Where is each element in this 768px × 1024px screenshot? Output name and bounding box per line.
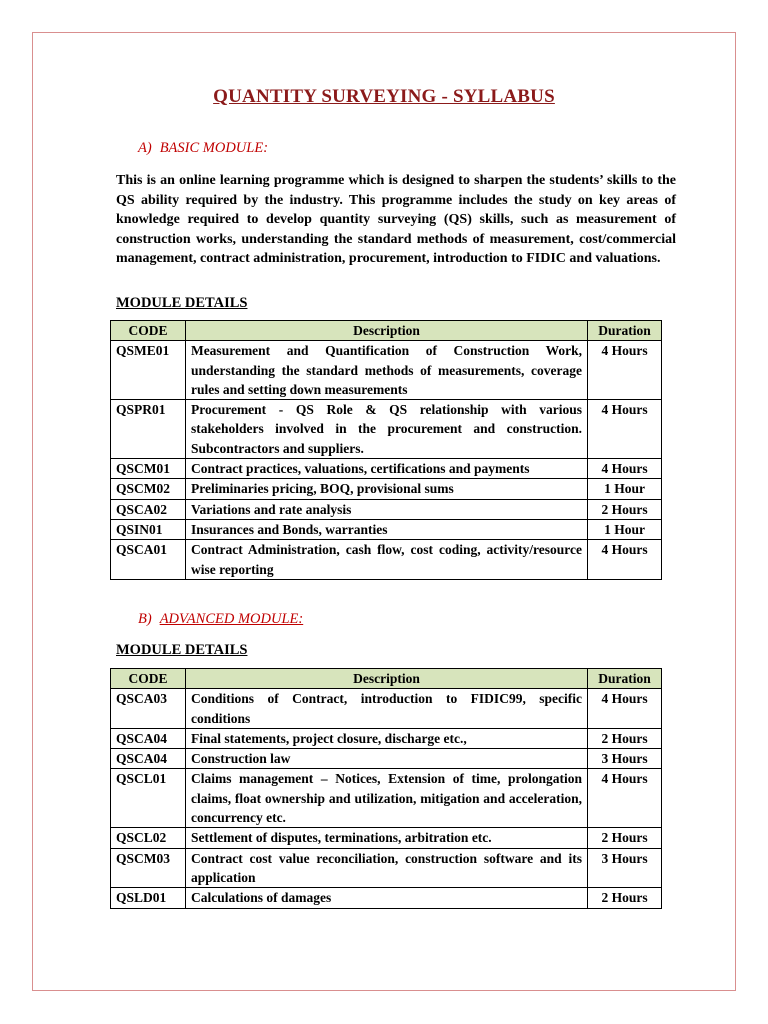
table-row	[111, 400, 662, 459]
basic-module-details-heading: MODULE DETAILS	[116, 295, 248, 311]
code-cell: QSPR01	[111, 400, 186, 459]
column-header-code: CODE	[111, 321, 186, 341]
duration-cell: 3 Hours	[588, 749, 662, 769]
table-row	[111, 540, 662, 580]
code-cell: QSME01	[111, 341, 186, 400]
duration-cell: 4 Hours	[588, 689, 662, 729]
table-row	[111, 341, 662, 400]
description-cell: Measurement and Quantification of Construction Work, understanding the standard methods of measurements, coverage rules and setting down measurements	[185, 341, 587, 400]
basic-module-title: BASIC MODULE:	[159, 140, 269, 156]
description-cell: Contract cost value reconciliation, construction software and its application	[185, 848, 587, 888]
code-cell: QSCM01	[111, 459, 186, 479]
basic-module-intro: This is an online learning programme which is designed to sharpen the students’ skills to the QS ability required by the industry. This programme includes the study on key areas of knowledge required to develop quantity surveying (QS) skills, such as measurement of construction works, understanding the standard methods of measurement, cost/commercial management, contract administration, procurement, introduction to FIDIC and valuations.	[116, 173, 676, 267]
code-cell: QSCM03	[111, 848, 186, 888]
description-cell: Claims management – Notices, Extension of time, prolongation claims, float ownership and utilization, mitigation and acceleration, concurrency etc.	[185, 769, 587, 828]
basic-module-table	[110, 320, 662, 580]
code-cell: QSIN01	[111, 519, 186, 539]
code-cell: QSCA04	[111, 728, 186, 748]
table-row	[111, 728, 662, 748]
page-title: QUANTITY SURVEYING - SYLLABUS	[213, 86, 555, 107]
table-row	[111, 519, 662, 539]
table-row	[111, 499, 662, 519]
basic-module-heading	[138, 140, 268, 157]
table-row	[111, 848, 662, 888]
description-cell: Contract Administration, cash flow, cost coding, activity/resource wise reporting	[185, 540, 587, 580]
table-row	[111, 459, 662, 479]
description-cell: Insurances and Bonds, warranties	[185, 519, 587, 539]
code-cell: QSCA04	[111, 749, 186, 769]
duration-cell: 4 Hours	[588, 459, 662, 479]
advanced-module-table	[110, 668, 662, 909]
description-cell: Conditions of Contract, introduction to FIDIC99, specific conditions	[185, 689, 587, 729]
basic-module-label: A)	[138, 140, 152, 156]
duration-cell: 4 Hours	[588, 341, 662, 400]
table-row	[111, 479, 662, 499]
description-cell: Procurement - QS Role & QS relationship with various stakeholders involved in the procurement and construction. Subcontractors and suppliers.	[185, 400, 587, 459]
table-row	[111, 689, 662, 729]
column-header-description: Description	[185, 669, 587, 689]
code-cell: QSLD01	[111, 888, 186, 908]
advanced-module-heading	[138, 611, 303, 628]
description-cell: Contract practices, valuations, certifications and payments	[185, 459, 587, 479]
column-header-code: CODE	[111, 669, 186, 689]
description-cell: Final statements, project closure, discharge etc.,	[185, 728, 587, 748]
code-cell: QSCA01	[111, 540, 186, 580]
table-row	[111, 888, 662, 908]
duration-cell: 3 Hours	[588, 848, 662, 888]
table-row	[111, 828, 662, 848]
advanced-module-details-heading: MODULE DETAILS	[116, 642, 248, 658]
duration-cell: 4 Hours	[588, 769, 662, 828]
column-header-duration: Duration	[588, 321, 662, 341]
description-cell: Calculations of damages	[185, 888, 587, 908]
duration-cell: 2 Hours	[588, 828, 662, 848]
duration-cell: 4 Hours	[588, 540, 662, 580]
description-cell: Preliminaries pricing, BOQ, provisional sums	[185, 479, 587, 499]
table-row	[111, 749, 662, 769]
code-cell: QSCM02	[111, 479, 186, 499]
code-cell: QSCL02	[111, 828, 186, 848]
description-cell: Settlement of disputes, terminations, arbitration etc.	[185, 828, 587, 848]
duration-cell: 4 Hours	[588, 400, 662, 459]
duration-cell: 2 Hours	[588, 888, 662, 908]
table-row	[111, 769, 662, 828]
duration-cell: 2 Hours	[588, 499, 662, 519]
duration-cell: 1 Hour	[588, 479, 662, 499]
table-header-row	[111, 669, 662, 689]
duration-cell: 2 Hours	[588, 728, 662, 748]
table-header-row	[111, 321, 662, 341]
duration-cell: 1 Hour	[588, 519, 662, 539]
column-header-duration: Duration	[588, 669, 662, 689]
code-cell: QSCA03	[111, 689, 186, 729]
description-cell: Variations and rate analysis	[185, 499, 587, 519]
code-cell: QSCL01	[111, 769, 186, 828]
advanced-module-title: ADVANCED MODULE:	[159, 611, 304, 627]
column-header-description: Description	[185, 321, 587, 341]
advanced-module-label: B)	[138, 611, 152, 627]
description-cell: Construction law	[185, 749, 587, 769]
code-cell: QSCA02	[111, 499, 186, 519]
